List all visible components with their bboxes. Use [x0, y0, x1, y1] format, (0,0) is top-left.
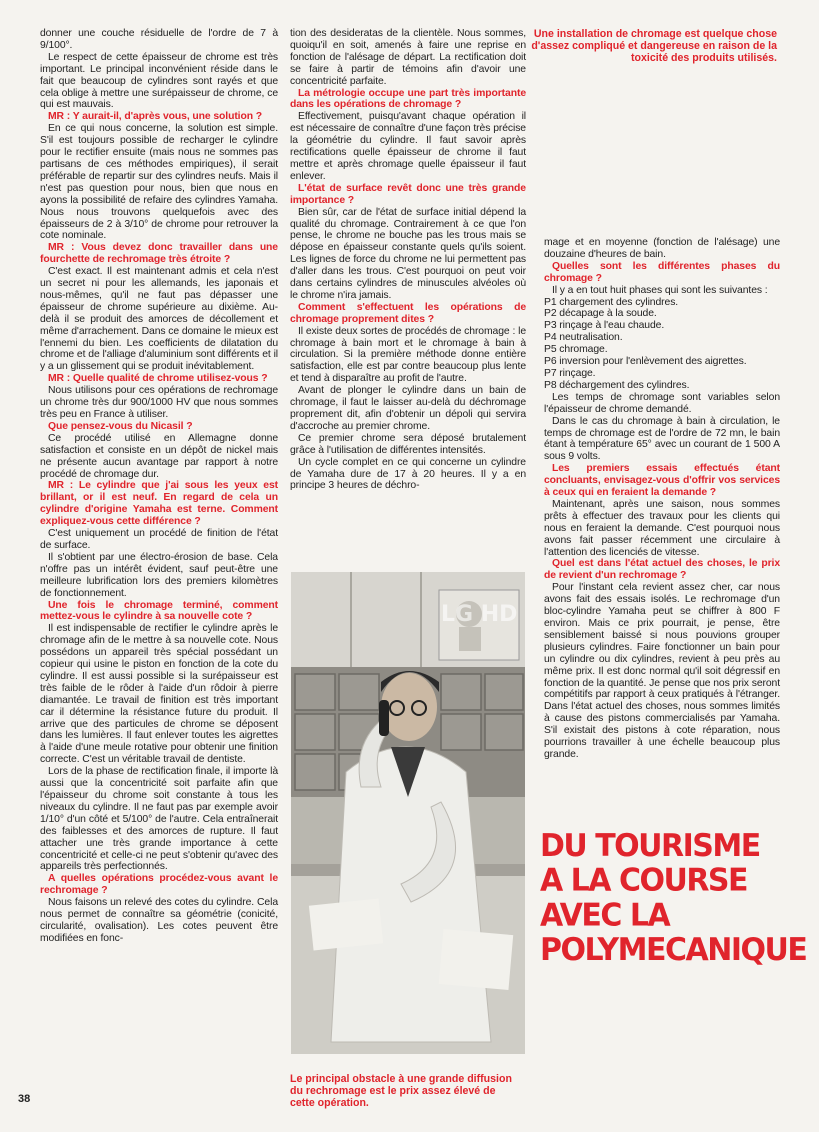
interview-question: MR : Quelle qualité de chrome utilisez-vous ? [48, 373, 268, 385]
article-paragraph: Dans le cas du chromage à bain à circulation, le temps de chromage est de l'ordre de 72 mn, le bain étant à température 65° avec un courant de 1 500 A sous 9 volts. [544, 415, 780, 463]
article-paragraph: Un cycle complet en ce qui concerne un cylindre de Yamaha dure de 17 à 20 heures. Il y a en principe 3 heures de déchro- [290, 456, 526, 492]
list-item: P6 inversion pour l'enlèvement des aigrettes. [544, 356, 747, 368]
article-paragraph: Le respect de cette épaisseur de chrome est très important. Le principal inconvénient réside dans le fait que beaucoup de cylindres sont rayés et que cela oblige à mettre une surépaisseur de chrome, ce qui est mauvais. [40, 51, 278, 111]
article-paragraph: Les temps de chromage sont variables selon l'épaisseur de chrome demandé. [544, 391, 780, 415]
article-paragraph: mage et en moyenne (fonction de l'alésage) une douzaine d'heures de bain. [544, 237, 780, 260]
article-paragraph: Avant de plonger le cylindre dans un bain de chromage, il faut le laisser au-delà du déchromage proprement dit, afin d'obtenir un dépoli qui servira d'accroche au premier chrome. [290, 385, 526, 432]
article-paragraph: Bien sûr, car de l'état de surface initial dépend la qualité du chromage. Contrairement à ce que l'on pense, le chrome ne bouche pas les trous mais se dépose en épaisseur constante quels qu'ils soient. Les lignes de force du chrome ne lui permettent pas d'aller dans les trous. C'est pourquoi on peut voir dans certains cylindres de minuscules alvéoles où le chrome n'ira jamais. [290, 206, 526, 301]
article-column-1 [40, 28, 278, 945]
list-item: P1 chargement des cylindres. [544, 296, 679, 308]
list-item: P5 chromage. [544, 344, 608, 356]
article-paragraph: Ce premier chrome sera déposé brutalement grâce à l'utilisation de différentes intensités. [290, 432, 526, 456]
list-item: P4 neutralisation. [544, 332, 623, 344]
interview-question: Comment s'effectuent les opérations de chromage proprement dites ? [290, 301, 526, 325]
interview-question: La métrologie occupe une part très importante dans les opérations de chromage ? [290, 87, 526, 111]
article-paragraph: Il s'obtient par une électro-érosion de base. Cela n'offre pas un intérêt évident, sauf peut-être une meilleure lubrification lors des premiers kilomètres de fonctionnement. [40, 551, 278, 599]
article-paragraph: Nous utilisons pour ces opérations de rechromage un chrome très dur 900/1000 HV que nous sommes très peu en France à utiliser. [40, 385, 278, 420]
pull-quote-bottom: Le principal obstacle à une grande diffusion du rechromage est le prix assez élevé de cette opération. [290, 1073, 512, 1109]
photo-illustration [291, 572, 525, 1054]
list-item: P8 déchargement des cylindres. [544, 379, 690, 391]
pull-quote-top: Une installation de chromage est quelque chose d'assez compliqué et dangereuse en raison de la toxicité des produits utilisés. [531, 28, 777, 64]
interview-question: L'état de surface revêt donc une très grande importance ? [290, 182, 526, 206]
article-paragraph: C'est exact. Il est maintenant admis et cela n'est un secret ni pour les allemands, les japonais et nous-mêmes, qu'il ne faut pas dépasser une épaisseur de chrome supérieure au dixième. Au-delà il se produit des amorces de décollement et même d'arrachement. Dans ce domaine le mieux est l'ennemi du bien. Les coefficients de dilatation du chrome et de l'alliage d'aluminium sont différents et il y a un glissement qui se produit inévitablement. [40, 266, 279, 373]
interview-question: Une fois le chromage terminé, comment mettez-vous le cylindre à sa nouvelle cote ? [40, 599, 278, 623]
interview-question: MR : Le cylindre que j'ai sous les yeux est brillant, or il est neuf. En regard de cela un cylindre d'origine Yamaha est terne. Comment expliquez-vous cette différence ? [40, 480, 278, 528]
section-headline [540, 827, 807, 969]
interview-question: Quel est dans l'état actuel des choses, le prix de revient d'un rechromage ? [544, 558, 780, 582]
chromage-phases-list [544, 297, 780, 392]
article-column-3 [544, 237, 780, 761]
article-paragraph: Pour l'instant cela revient assez cher, car nous avons fait des essais isolés. Le rechromage d'un bloc-cylindre Yamaha peut se chiffrer à 800 F environ. Mais ce prix pourrait, je pense, être sensiblement baissé si nous pouvions grouper plusieurs cylindres. Faire fonctionner un bain pour un cylindre ou dix cylindres, revient à peu près au même prix. Il est donc normal qu'il soit dégressif en fonction de la quantité. Je pense que nos prix seront compétitifs par rapport à ceux pratiqués à l'étranger. Dans l'état actuel des choses, nous sommes limités à cause des pistons commercialisés par Yamaha. S'il existait des pistons à cote réparation, nous pourrions travailler à une échelle beaucoup plus grande. [544, 582, 780, 760]
interview-question: Quelles sont les différentes phases du chromage ? [544, 260, 780, 284]
column-3-body [544, 392, 780, 761]
list-item: P2 décapage à la soude. [544, 308, 657, 320]
article-paragraph: Maintenant, après une saison, nous sommes prêts à effectuer des travaux pour les clients qui nous en feraient la demande. C'est pourquoi nous avons fait passer récemment une circulaire à l'attention des licenciés de vitesse. [544, 498, 780, 558]
watermark: LG HD [441, 602, 518, 627]
column-3-intro [544, 237, 780, 297]
article-paragraph: Il est indispensable de rectifier le cylindre après le chromage afin de le mettre à sa nouvelle cote. Nous possédons un appareil très spécial possédant un copieur qui usine le piston en fonction de la cote du cylindre. Il est aussi possible si la surépaisseur est très faible de le rôder à l'aide d'un rôdoir à pierre diamantée. Le travail de finition est très important car il détermine la résistance future du produit. Il arrive que des particules de chrome se déposent dans les lumières. Il faut enlever toutes les aigrettes à l'aide d'une meule rotative pour obtenir une finition correcte. C'est un véritable travail de dentiste. [40, 623, 278, 766]
interview-question: MR : Y aurait-il, d'après vous, une solution ? [48, 111, 262, 123]
interview-question: Que pensez-vous du Nicasil ? [48, 420, 193, 432]
interview-question: Les premiers essais effectués étant concluants, envisagez-vous d'offrir vos services à ceux qui en feraient la demande ? [544, 463, 780, 499]
article-paragraph: Nous faisons un relevé des cotes du cylindre. Cela nous permet de connaître sa géométrie (conicité, circularité, ovalisation). Les cotes peuvent être modifiées en fonc- [40, 897, 278, 944]
article-paragraph: Il y a en tout huit phases qui sont les suivantes : [552, 284, 768, 296]
list-item: P3 rinçage à l'eau chaude. [544, 320, 665, 332]
headline-line: A LA COURSE [540, 862, 748, 900]
article-paragraph: En ce qui nous concerne, la solution est simple. S'il est toujours possible de recharger le cylindre pour le rectifier ensuite (mais nous ne sommes pas partisans de ces méthodes empiriques), il serait préférable de repartir sur des cylindres neufs. Mais il n'est pas question pour nous, bien que nous en ayons la possibilité de refaire des cylindres Yamaha. Nous nous trouvons quelquefois avec des épaisseurs de 2 à 3/10° de chrome pour retrouver la cote nominale. [40, 123, 278, 242]
article-paragraph: Effectivement, puisqu'avant chaque opération il est nécessaire de connaître d'une façon très précise la géométrie du cylindre. Il faut savoir après rectifications quelle épaisseur de chrome il faut mettre et après chromage quelle épaisseur il faut enlever. [290, 111, 526, 182]
article-paragraph: C'est uniquement un procédé de finition de l'état de surface. [40, 528, 278, 551]
page-number: 38 [18, 1093, 31, 1105]
photo-man-on-telephone [291, 572, 525, 1054]
article-paragraph: tion des desideratas de la clientèle. Nous sommes, quoiqu'il en soit, amenés à faire une reprise en fonction de l'alésage de départ. La rectification doit se faire à partir de témoins afin d'avoir une concentricité parfaite. [290, 28, 526, 87]
article-paragraph: Ce procédé utilisé en Allemagne donne satisfaction et consiste en un dépôt de nickel mais ne présente aucun avantage par rapport à notre procédé de chromage dur. [40, 432, 278, 480]
article-paragraph: Lors de la phase de rectification finale, il importe là aussi que la concentricité soit parfaite afin que l'épaisseur du chrome soit constante à tous les niveaux du cylindre. Il ne faut pas par exemple avoir 1/10° d'un côté et 5/100° de l'autre. Cela entraînerait des faiblesses et des amorces de rupture. Il faut attacher une très grande importance à cette concentricité et celle-ci ne peut s'obtenir qu'avec des appareils très perfectionnés. [40, 766, 278, 873]
article-paragraph: Il existe deux sortes de procédés de chromage : le chromage à bain mort et le chromage à bain à circulation. Si la première méthode donne entière satisfaction, elle est par contre beaucoup plus lente et tend à disparaître au profit de l'autre. [290, 325, 526, 385]
list-item: P7 rinçage. [544, 367, 596, 379]
interview-question: A quelles opérations procédez-vous avant le rechromage ? [40, 873, 278, 897]
headline-line: DU TOURISME [540, 827, 760, 865]
interview-question: MR : Vous devez donc travailler dans une fourchette de rechromage très étroite ? [40, 242, 278, 266]
article-paragraph: donner une couche résiduelle de l'ordre de 7 à 9/100°. [40, 28, 278, 51]
headline-line: AVEC LA [540, 896, 670, 934]
headline-line: POLYMECANIQUE [540, 931, 807, 969]
article-column-2 [290, 28, 526, 492]
